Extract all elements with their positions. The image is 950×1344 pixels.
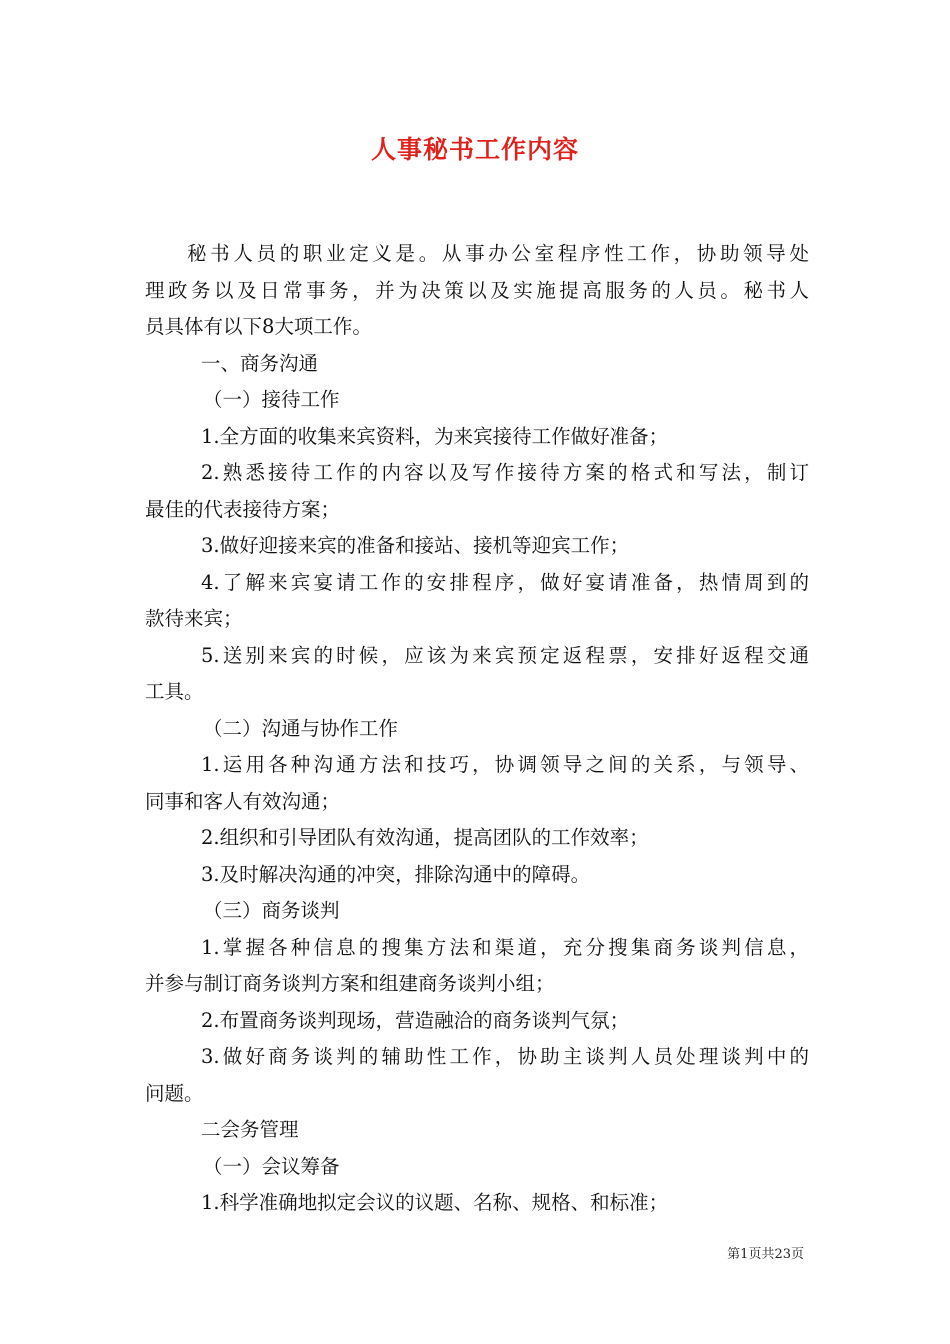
- subsection-heading: （三）商务谈判: [203, 899, 340, 922]
- paragraph-line: 秘书人员的职业定义是。从事办公室程序性工作，协助领导处: [187, 242, 809, 265]
- section-heading: 二会务管理: [201, 1118, 299, 1141]
- subsection-heading: （一）会议筹备: [203, 1154, 340, 1178]
- list-item: 1.运用各种沟通方法和技巧，协调领导之间的关系，与领导、: [201, 753, 809, 776]
- list-item-continuation: 工具。: [145, 680, 204, 703]
- list-item: 3.做好迎接来宾的准备和接站、接机等迎宾工作；: [201, 534, 630, 557]
- list-item: 1.科学准确地拟定会议的议题、名称、规格、和标准；: [201, 1191, 669, 1214]
- paragraph-line: 员具体有以下8大项工作。: [145, 315, 372, 338]
- list-item: 5.送别来宾的时候，应该为来宾预定返程票，安排好返程交通: [201, 643, 809, 667]
- list-item: 4.了解来宾宴请工作的安排程序，做好宴请准备，热情周到的: [201, 570, 809, 594]
- paragraph-line: 理政务以及日常事务，并为决策以及实施提高服务的人员。秘书人: [145, 278, 809, 302]
- list-item: 3.及时解决沟通的冲突，排除沟通中的障碍。: [201, 862, 591, 886]
- list-item: 2.熟悉接待工作的内容以及写作接待方案的格式和写法，制订: [201, 461, 809, 484]
- list-item-continuation: 同事和客人有效沟通；: [145, 789, 341, 813]
- list-item: 3.做好商务谈判的辅助性工作，协助主谈判人员处理谈判中的: [201, 1045, 809, 1068]
- list-item: 1.全方面的收集来宾资料，为来宾接待工作做好准备；: [201, 424, 669, 448]
- document-body: [145, 236, 809, 1222]
- list-item: 2.组织和引导团队有效沟通，提高团队的工作效率；: [201, 826, 649, 849]
- section-heading: 一、商务沟通: [201, 351, 319, 375]
- list-item-continuation: 款待来宾；: [145, 607, 243, 630]
- subsection-heading: （一）接待工作: [203, 388, 340, 411]
- list-item: 1.掌握各种信息的搜集方法和渠道，充分搜集商务谈判信息，: [201, 935, 809, 959]
- document-title: 人事秘书工作内容: [370, 135, 579, 164]
- list-item-continuation: 问题。: [145, 1081, 204, 1105]
- subsection-heading: （二）沟通与协作工作: [203, 716, 399, 740]
- page-number-footer: 第1页共23页: [727, 1247, 804, 1262]
- list-item-continuation: 并参与制订商务谈判方案和组建商务谈判小组；: [145, 972, 555, 995]
- list-item: 2.布置商务谈判现场，营造融洽的商务谈判气氛；: [201, 1008, 630, 1032]
- list-item-continuation: 最佳的代表接待方案；: [145, 497, 341, 521]
